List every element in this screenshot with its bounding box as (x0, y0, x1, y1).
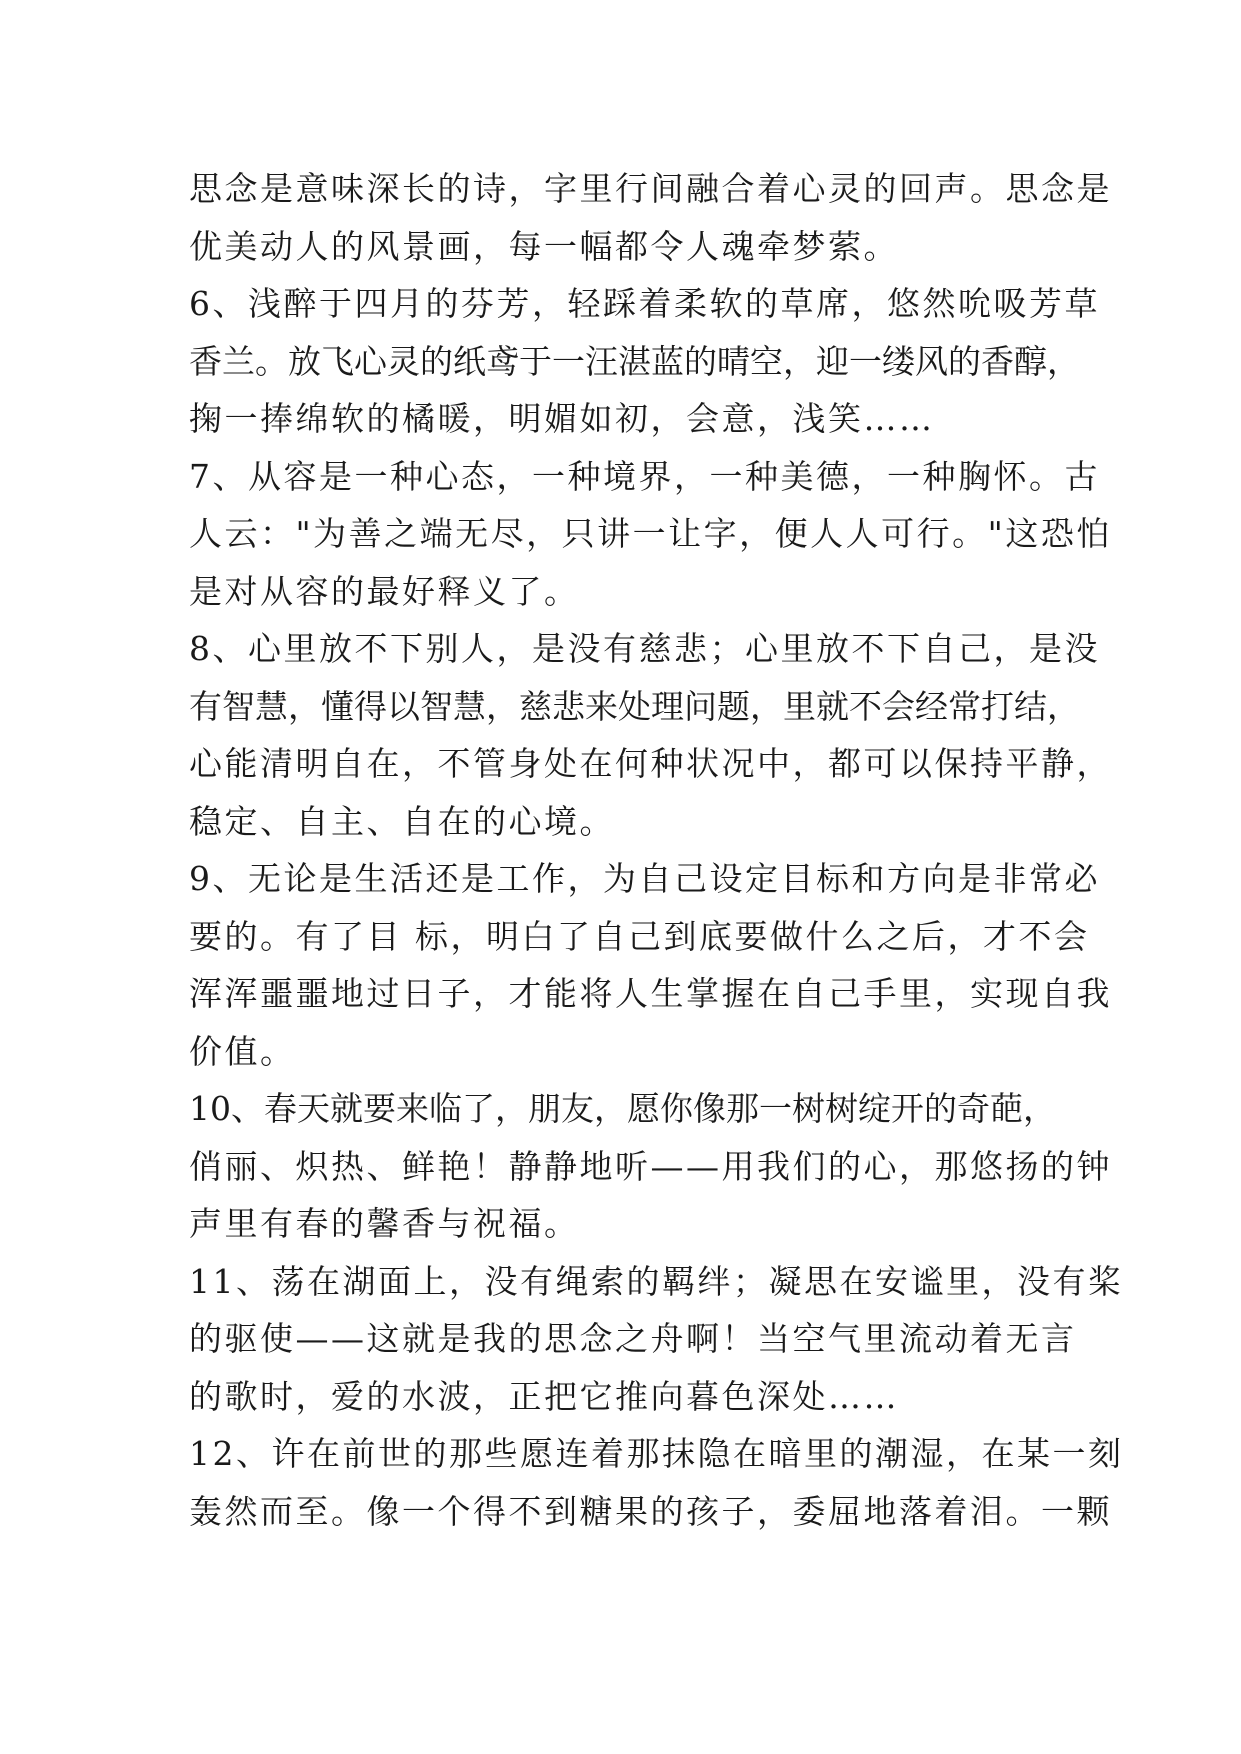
text-line: 12、许在前世的那些愿连着那抹隐在暗里的潮湿，在某一刻 (189, 1434, 1124, 1473)
text-line: 优美动人的风景画，每一幅都令人魂牵梦萦。 (189, 226, 899, 266)
text-line: 思念是意味深长的诗，字里行间融合着心灵的回声。思念是 (189, 169, 1112, 208)
text-line: 的歌时，爱的水波，正把它推向暮色深处…… (189, 1376, 899, 1416)
text-line: 11、荡在湖面上，没有绳索的羁绊；凝思在安谧里，没有桨 (189, 1261, 1124, 1301)
text-line: 浑浑噩噩地过日子，才能将人生掌握在自己手里，实现自我 (189, 974, 1112, 1013)
text-line: 心能清明自在，不管身处在何种状况中，都可以保持平静， (189, 744, 1112, 783)
document-page (189, 160, 1124, 1540)
text-line: 声里有春的馨香与祝福。 (189, 1204, 580, 1243)
text-line: 的驱使——这就是我的思念之舟啊！当空气里流动着无言 (189, 1319, 1077, 1358)
text-line: 香兰。放飞心灵的纸鸢于一汪湛蓝的晴空，迎一缕风的香醇， (189, 341, 1080, 381)
text-line: 7、从容是一种心态，一种境界，一种美德，一种胸怀。古 (189, 456, 1100, 496)
text-line: 轰然而至。像一个得不到糖果的孩子，委屈地落着泪。一颗 (189, 1491, 1112, 1531)
text-line: 掬一捧绵软的橘暖，明媚如初，会意，浅笑…… (189, 399, 935, 438)
text-line: 俏丽、炽热、鲜艳！静静地听——用我们的心，那悠扬的钟 (189, 1146, 1112, 1186)
text-line: 有智慧，懂得以智慧，慈悲来处理问题，里就不会经常打结， (189, 686, 1080, 726)
text-line: 稳定、自主、自在的心境。 (189, 801, 615, 841)
text-line: 要的。有了目 标，明白了自己到底要做什么之后，才不会 (189, 916, 1090, 956)
text-line: 6、浅醉于四月的芬芳，轻踩着柔软的草席，悠然吮吸芳草 (189, 284, 1100, 323)
text-line: 人云："为善之端无尽，只讲一让字，便人人可行。"这恐怕 (189, 514, 1112, 553)
text-line: 是对从容的最好释义了。 (189, 571, 580, 611)
text-line: 8、心里放不下别人，是没有慈悲；心里放不下自己，是没 (189, 629, 1100, 668)
text-line: 10、春天就要来临了，朋友，愿你像那一树树绽开的奇葩， (189, 1089, 1056, 1128)
text-line: 价值。 (189, 1031, 296, 1071)
text-line: 9、无论是生活还是工作，为自己设定目标和方向是非常必 (189, 859, 1100, 898)
